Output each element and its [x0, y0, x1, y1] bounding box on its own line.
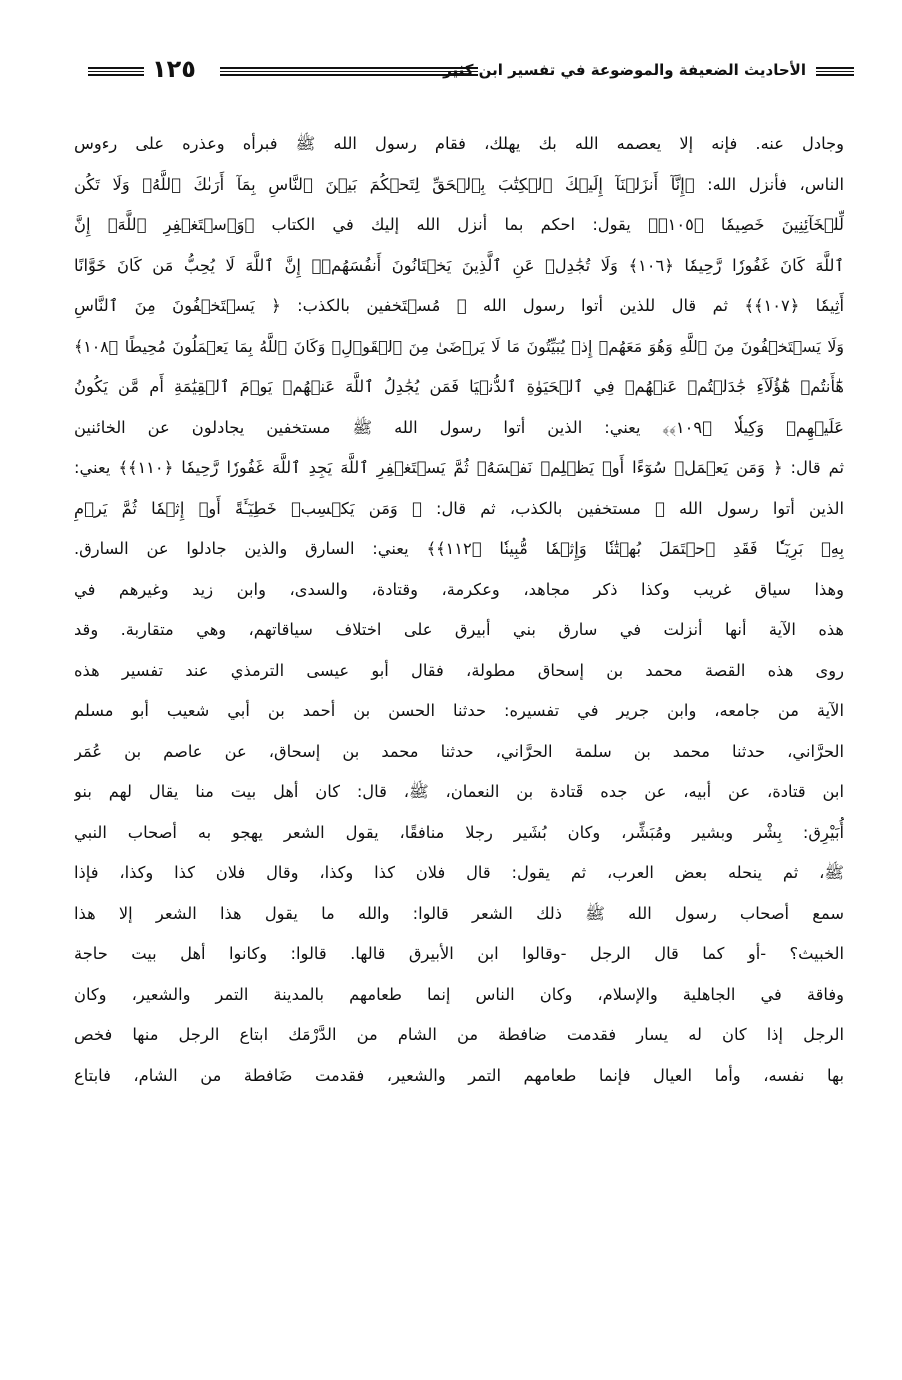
text-line: الرجل إذا كان له يسار فقدمت ضافطة من الشام من الدَّرْمَك ابتاع الرجل منها فخص — [74, 1025, 844, 1044]
body-text — [74, 124, 844, 1096]
header-rule-right — [816, 67, 854, 76]
text-line: وفاقة في الجاهلية والإسلام، وكان الناس إنما طعامهم بالمدينة التمر والشعير، وكان — [74, 984, 844, 1004]
header-rule-left — [88, 67, 144, 76]
text-line: وجادل عنه. فإنه إلا يعصمه الله بك يهلك، فقام رسول الله ﷺ فبرأه وعذره على رءوس — [74, 134, 844, 153]
text-line: الآية من جامعه، وابن جرير في تفسيره: حدثنا الحسن بن أحمد بن أبي شعيب أبو مسلم — [74, 701, 844, 720]
text-line: الحرَّاني، حدثنا محمد بن سلمة الحرَّاني، حدثنا محمد بن إسحاق، عن عاصم بن عُمَر — [74, 741, 844, 761]
text-line: الذين أتوا رسول الله ﷺ مستخفين بالكذب، ثم قال: ﴿ وَمَن يَكۡسِبۡ خَطِيٓـَٔةً أَوۡ إِثۡمٗا ثُمَّ يَرۡمِ — [74, 498, 844, 518]
header-rule-middle — [220, 67, 478, 76]
text-line: الخبيث؟ -أو كما قال الرجل -وقالوا ابن الأبيرق قالها. قالوا: وكانوا أهل بيت حاجة — [74, 944, 844, 963]
text-line: الناس، فأنزل الله: ﴿إِنَّآ أَنزَلۡنَآ إِلَيۡكَ ٱلۡكِتَٰبَ بِٱلۡحَقِّ لِتَحۡكُمَ بَيۡنَ ٱلنَّاسِ بِمَآ أَرَىٰكَ ٱللَّهُۚ وَلَا تَكُن — [74, 174, 844, 194]
header-title: الأحاديث الضعيفة والموضوعة في تفسير ابن كثير — [443, 61, 806, 79]
text-line: أُبَيْرِق: بِشْر وبشير ومُبَشِّر، وكان بُشَير رجلا منافقًا، يقول الشعر يهجو به أصحاب النبي — [74, 822, 844, 842]
text-line: ابن قتادة، عن أبيه، عن جده قَتادة بن النعمان، ﷺ، قال: كان أهل بيت منا يقال لهم بنو — [74, 782, 844, 801]
text-line: هَٰٓأَنتُمۡ هَٰٓؤُلَآءِ جَٰدَلۡتُمۡ عَنۡهُمۡ فِي ٱلۡحَيَوٰةِ ٱلدُّنۡيَا فَمَن يُجَٰدِلُ ٱللَّهَ عَنۡهُمۡ يَوۡمَ ٱلۡقِيَٰمَةِ أَم مَّن يَكُونُ — [74, 377, 844, 396]
text-line: عَلَيۡهِمۡ وَكِيلٗا ﴿١٠٩﴾﴾ يعني: الذين أتوا رسول الله ﷺ مستخفين يجادلون عن الخائنين — [74, 417, 844, 437]
text-line: ٱللَّهَ كَانَ غَفُورٗا رَّحِيمٗا ﴿١٠٦﴾ وَلَا تُجَٰدِلۡ عَنِ ٱلَّذِينَ يَخۡتَانُونَ أَنفُسَهُمۡۚ إِنَّ ٱللَّهَ لَا يُحِبُّ مَن كَانَ خَوَّانًا — [74, 255, 844, 275]
text-line: لِّلۡخَآئِنِينَ خَصِيمٗا ﴿١٠٥﴾﴾ يقول: احكم بما أنزل الله إليك في الكتاب ﴿وَٱسۡتَغۡفِرِ ٱللَّهَۖ إِنَّ — [74, 215, 844, 234]
text-line: أَثِيمٗا ﴿١٠٧﴾﴾ ثم قال للذين أتوا رسول الله ﷺ مُسۡتَخفين بالكذب: ﴿ يَسۡتَخۡفُونَ مِنَ ٱلنَّاسِ — [74, 296, 844, 315]
text-line: هذه الآية أنها أنزلت في سارق بني أبيرق على اختلاف سياقاتهم، وهي متقاربة. وقد — [74, 620, 844, 639]
text-line: وهذا سياق غريب وكذا ذكر مجاهد، وعكرمة، وقتادة، والسدى، وابن زيد وغيرهم في — [74, 579, 844, 599]
running-header — [88, 56, 854, 90]
text-line: روى هذه القصة محمد بن إسحاق مطولة، فقال أبو عيسى الترمذي عند تفسير هذه — [74, 660, 844, 680]
text-line: بها نفسه، وأما العيال فإنما طعامهم التمر والشعير، فقدمت ضَافطة من الشام، فابتاع — [74, 1065, 844, 1085]
text-line: وَلَا يَسۡتَخۡفُونَ مِنَ ٱللَّهِ وَهُوَ مَعَهُمۡ إِذۡ يُبَيِّتُونَ مَا لَا يَرۡضَىٰ مِنَ ٱلۡقَوۡلِۚ وَكَانَ ٱللَّهُ بِمَا يَعۡمَلُونَ مُحِيطًا ﴿١٠٨﴾ — [74, 336, 844, 356]
text-line: بِهِۦ بَرِيٓـٔٗا فَقَدِ ٱحۡتَمَلَ بُهۡتَٰنٗا وَإِثۡمٗا مُّبِينٗا ﴿١١٢﴾﴾ يعني: السارق والذين جادلوا عن السارق. — [74, 539, 844, 558]
text-line: ﷺ، ثم ينحله بعض العرب، ثم يقول: قال فلان كذا وكذا، وقال فلان كذا وكذا، فإذا — [74, 863, 844, 882]
page-number: ١٢٥ — [152, 55, 196, 83]
text-line: ثم قال: ﴿ وَمَن يَعۡمَلۡ سُوٓءًا أَوۡ يَظۡلِمۡ نَفۡسَهُۥ ثُمَّ يَسۡتَغۡفِرِ ٱللَّهَ يَجِدِ ٱللَّهَ غَفُورٗا رَّحِيمٗا ﴿١١٠﴾﴾ يعني: — [74, 458, 844, 477]
text-line: سمع أصحاب رسول الله ﷺ ذلك الشعر قالوا: والله ما يقول هذا الشعر إلا هذا — [74, 903, 844, 923]
